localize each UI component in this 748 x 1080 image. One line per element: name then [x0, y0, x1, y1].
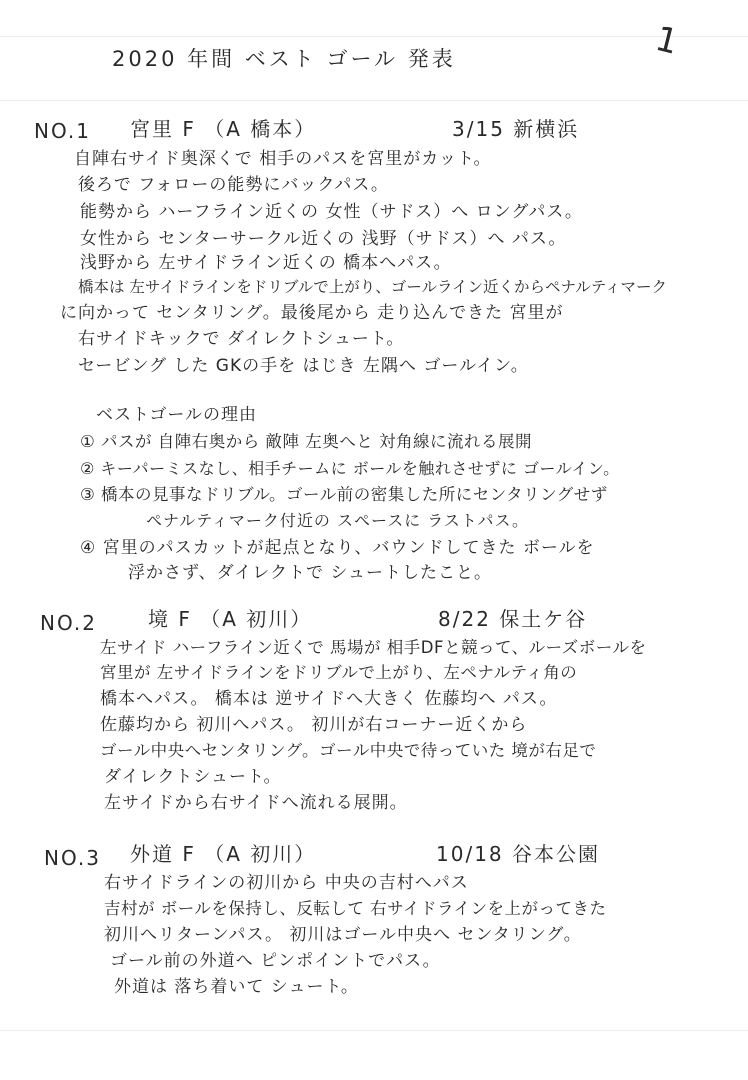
goal-description-line: 初川へリターンパス。 初川はゴール中央へ センタリング。	[104, 925, 582, 945]
goal-scorer: 境 F （A 初川）	[148, 607, 313, 631]
ruled-line	[0, 36, 748, 37]
goal-date-venue: 8/22 保土ケ谷	[438, 607, 588, 631]
goal-description-line: 佐藤均から 初川へパス。 初川が右コーナー近くから	[100, 715, 528, 735]
ruled-line	[0, 100, 748, 101]
reasons-heading: ベストゴールの理由	[96, 405, 257, 425]
goal-date-venue: 3/15 新横浜	[452, 117, 580, 141]
goal-description-line: 能勢から ハーフライン近くの 女性（サドス）へ ロングパス。	[80, 202, 583, 222]
goal-description-line: 橋本は 左サイドラインをドリブルで上がり、ゴールライン近くからペナルティマーク	[78, 278, 667, 296]
goal-description-line: ダイレクトシュート。	[104, 767, 282, 787]
goal-description-line: 宮里が 左サイドラインをドリブルで上がり、左ペナルティ角の	[100, 663, 578, 682]
goal-number: NO.3	[44, 846, 101, 870]
goal-date-venue: 10/18 谷本公園	[436, 842, 600, 866]
reason-item: ③ 橋本の見事なドリブル。ゴール前の密集した所にセンタリングせず	[80, 485, 608, 504]
goal-description-line: 女性から センターサークル近くの 浅野（サドス）へ パス。	[80, 229, 567, 249]
reason-item: ④ 宮里のパスカットが起点となり、バウンドしてきた ボールを	[80, 538, 595, 558]
goal-description-line: 左サイド ハーフライン近くで 馬場が 相手DFと競って、ルーズボールを	[100, 638, 647, 657]
goal-number: NO.1	[34, 119, 91, 143]
goal-description-line: 自陣右サイド奥深くで 相手のパスを宮里がカット。	[74, 149, 492, 169]
goal-description-line: 右サイドラインの初川から 中央の吉村へパス	[104, 873, 469, 893]
goal-description-line: 吉村が ボールを保持し、反転して 右サイドラインを上がってきた	[104, 899, 607, 918]
reason-item: ペナルティマーク付近の スペースに ラストパス。	[146, 511, 529, 530]
page-title: 2020 年間 ベスト ゴール 発表	[112, 47, 456, 71]
goal-description-line: 右サイドキックで ダイレクトシュート。	[78, 329, 405, 349]
page-number: 1	[651, 18, 684, 64]
reason-item: ① パスが 自陣右奥から 敵陣 左奥へと 対角線に流れる展開	[80, 432, 533, 451]
goal-description-line: ゴール中央へセンタリング。ゴール中央で待っていた 境が右足で	[100, 741, 597, 760]
goal-scorer: 宮里 F （A 橋本）	[130, 117, 317, 141]
reason-item: 浮かさず、ダイレクトで シュートしたこと。	[128, 563, 493, 583]
goal-description-line: 浅野から 左サイドライン近くの 橋本へパス。	[80, 253, 452, 273]
ruled-line	[0, 1030, 748, 1031]
goal-scorer: 外道 F （A 初川）	[130, 842, 317, 866]
goal-description-line: 後ろで フォローの能勢にバックパス。	[78, 175, 389, 195]
goal-description-line: 外道は 落ち着いて シュート。	[114, 977, 359, 997]
goal-description-line: 橋本へパス。 橋本は 逆サイドへ大きく 佐藤均へ パス。	[100, 689, 558, 709]
goal-description-line: 左サイドから右サイドへ流れる展開。	[104, 793, 408, 813]
goal-description-line: に向かって センタリング。最後尾から 走り込んできた 宮里が	[60, 303, 564, 323]
goal-number: NO.2	[40, 611, 97, 635]
goal-description-line: セービング した GKの手を はじき 左隅へ ゴールイン。	[78, 356, 529, 376]
goal-description-line: ゴール前の外道へ ピンポイントでパス。	[110, 951, 441, 971]
reason-item: ② キーパーミスなし、相手チームに ボールを触れさせずに ゴールイン。	[80, 459, 620, 478]
